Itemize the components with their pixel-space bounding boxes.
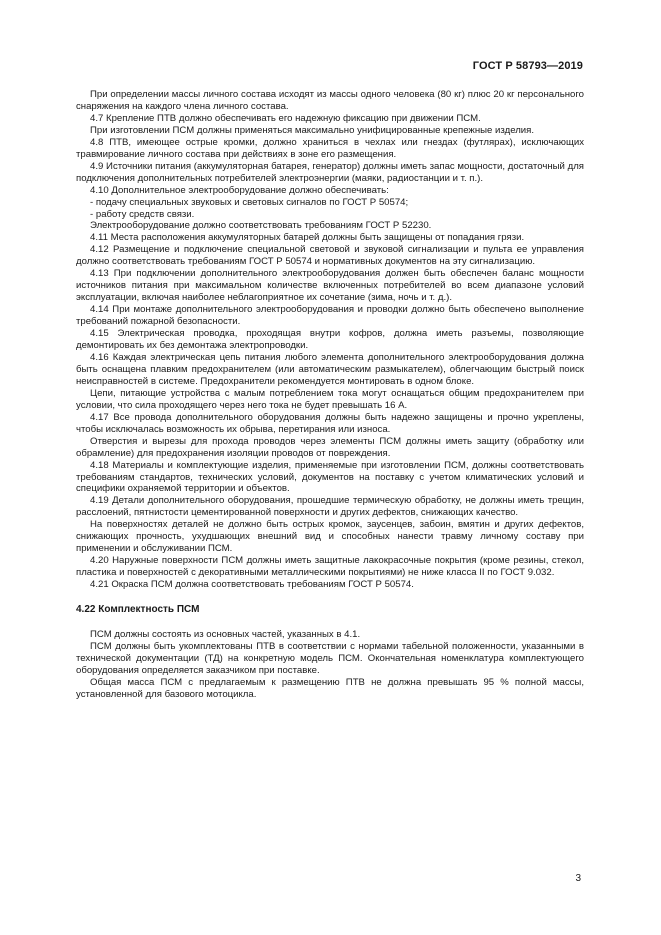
paragraph: 4.21 Окраска ПСМ должна соответствовать требованиям ГОСТ Р 50574.: [90, 579, 414, 591]
paragraph: Электрооборудование должно соответствовать требованиям ГОСТ Р 52230.: [90, 220, 432, 232]
page-number: 3: [575, 873, 581, 884]
paragraph: Цепи, питающие устройства с малым потреблением тока могут оснащаться общим предохранителем при условии, что сила проходящего через него тока не будет превышать 16 А.: [76, 387, 584, 411]
paragraph: На поверхностях деталей не должно быть острых кромок, заусенцев, забоин, вмятин и других дефектов, снижающих прочность, ухудшающих внешний вид и способных нанести травму личному составу при применении и обслуживании ПСМ.: [76, 519, 584, 555]
section-heading: 4.22 Комплектность ПСМ: [76, 604, 200, 616]
paragraph: Общая масса ПСМ с предлагаемым к размещению ПТВ не должна превышать 95 % полной массы, установленной для базового мотоцикла.: [76, 676, 584, 700]
document-code: ГОСТ Р 58793—2019: [472, 60, 583, 72]
paragraph: 4.9 Источники питания (аккумуляторная батарея, генератор) должны иметь запас мощности, достаточный для подключения дополнительных потребителей электроэнергии (маяки, радиостанции и т. п.).: [76, 160, 584, 184]
paragraph: 4.15 Электрическая проводка, проходящая внутри кофров, должна иметь разъемы, позволяющие демонтировать их без демонтажа электропроводки.: [76, 328, 584, 352]
paragraph: 4.12 Размещение и подключение специальной световой и звуковой сигнализации и пульта ее управления должно соответствовать требованиям ГОСТ Р 50574 и нормативных документов на эту сигнализацию.: [76, 244, 584, 268]
paragraph: 4.19 Детали дополнительного оборудования, прошедшие термическую обработку, не должны иметь трещин, расслоений, пятнистости цементированной поверхности и других дефектов, снижающих качество.: [76, 495, 584, 519]
paragraph: 4.14 При монтаже дополнительного электрооборудования и проводки должно быть обеспечено выполнение требований пожарной безопасности.: [76, 304, 584, 328]
paragraph: 4.17 Все провода дополнительного оборудования должны быть надежно защищены и прочно укреплены, чтобы исключалась возможность их обрыва, перетирания или износа.: [76, 411, 584, 435]
paragraph: 4.10 Дополнительное электрооборудование должно обеспечивать:: [90, 184, 389, 196]
document-body: [76, 89, 584, 701]
paragraph: 4.7 Крепление ПТВ должно обеспечивать его надежную фиксацию при движении ПСМ.: [90, 112, 481, 124]
paragraph: ПСМ должны состоять из основных частей, указанных в 4.1.: [90, 628, 361, 640]
paragraph: При определении массы личного состава исходят из массы одного человека (80 кг) плюс 20 кг персонального снаряжения на каждого члена личного состава.: [76, 89, 584, 112]
paragraph: 4.16 Каждая электрическая цепь питания любого элемента дополнительного электрооборудования должна быть оснащена плавким предохранителем (или автоматическим размыкателем), облегчающим быстрый поиск неисправностей в системе. Предохранители рекомендуется монтировать в одном блоке.: [76, 351, 584, 387]
paragraph: При изготовлении ПСМ должны применяться максимально унифицированные крепежные изделия.: [90, 124, 535, 136]
list-item: - работу средств связи.: [90, 208, 195, 220]
paragraph: 4.13 При подключении дополнительного электрооборудования должен быть обеспечен баланс мощности источников питания при максимальном количестве включенных потребителей во всем диапазоне условий эксплуатации, включая наиболее неблагоприятное их сочетание (зима, ночь и т. д.).: [76, 268, 584, 304]
paragraph: ПСМ должны быть укомплектованы ПТВ в соответствии с нормами табельной положенности, указанными в технической документации (ТД) на конкретную модель ПСМ. Окончательная номенклатура комплектующего оборудования определяется заказчиком при поставке.: [76, 640, 584, 676]
paragraph: 4.20 Наружные поверхности ПСМ должны иметь защитные лакокрасочные покрытия (кроме резины, стекол, пластика и поверхностей с декоративными металлическими покрытиями) не ниже класса II по ГОСТ 9.032.: [76, 555, 584, 579]
paragraph: 4.11 Места расположения аккумуляторных батарей должны быть защищены от попадания грязи.: [90, 232, 525, 244]
paragraph: 4.18 Материалы и комплектующие изделия, применяемые при изготовлении ПСМ, должны соответствовать требованиям стандартов, технических условий, документов на поставку с учетом климатических условий и специфики охраняемой территории и объектов.: [76, 459, 584, 495]
paragraph: Отверстия и вырезы для прохода проводов через элементы ПСМ должны иметь защиту (обработку или обрамление) для предохранения изоляции проводов от повреждения.: [76, 435, 584, 459]
paragraph: 4.8 ПТВ, имеющее острые кромки, должно храниться в чехлах или гнездах (футлярах), исключающих травмирование личного состава при действиях в зоне его размещения.: [76, 136, 584, 160]
list-item: - подачу специальных звуковых и световых сигналов по ГОСТ Р 50574;: [90, 196, 409, 208]
